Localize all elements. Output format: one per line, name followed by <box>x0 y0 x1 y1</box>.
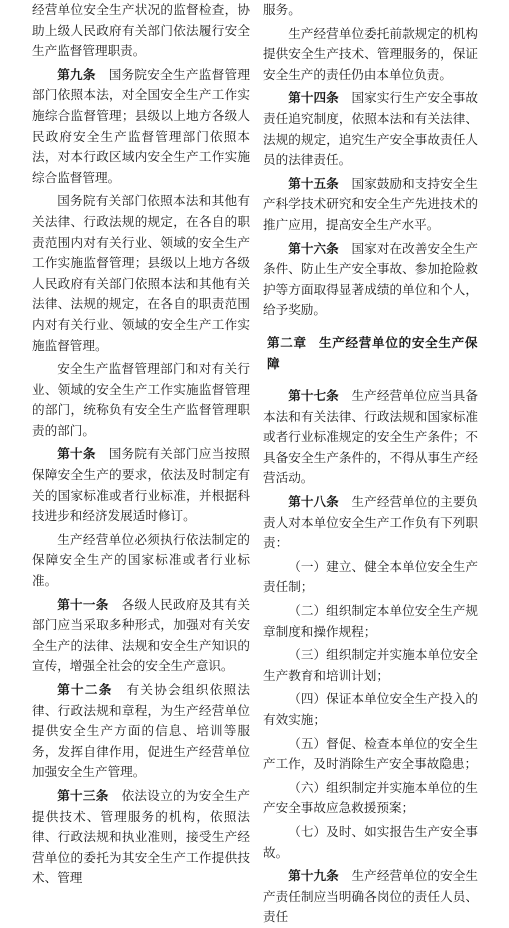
paragraph-text: 生产经营单位应当具备本法和有关法律、行政法规和国家标准或者行业标准规定的安全生产条件；不具备安全生产条件的，不得从事生产经营活动。 <box>263 388 479 486</box>
article-number: 第十三条 <box>57 787 109 803</box>
right-column-bottom <box>263 386 478 928</box>
article-number: 第十条 <box>57 446 96 462</box>
paragraph-text: （一）建立、健全本单位安全生产责任制； <box>263 558 478 595</box>
paragraph <box>263 239 478 321</box>
paragraph-text: （七）及时、如实报告生产安全事故。 <box>263 823 478 860</box>
article-number: 第十二条 <box>57 682 113 697</box>
paragraph-text: 生产经营单位委托前款规定的机构提供安全生产技术、管理服务的，保证安全生产的责任仍由本单位负责。 <box>263 25 478 82</box>
article-number: 第十一条 <box>57 596 109 612</box>
chapter-heading <box>263 333 478 374</box>
paragraph <box>263 734 478 775</box>
paragraph <box>32 0 250 62</box>
paragraph <box>32 786 250 889</box>
paragraph <box>263 0 478 21</box>
paragraph <box>32 65 250 189</box>
paragraph <box>32 595 250 677</box>
paragraph-text: 有关协会组织依照法律、行政法规和章程，为生产经营单位提供安全生产方面的信息、培训等服务，发挥自律作用，促进生产经营单位加强安全生产管理。 <box>32 682 251 780</box>
paragraph-text: 各级人民政府及其有关部门应当采取多种形式，加强对有关安全生产的法律、法规和安全生产知识的宣传，增强全社会的安全生产意识。 <box>32 596 251 674</box>
chapter-title: 生产经营单位的安全生产保障 <box>267 334 479 371</box>
paragraph <box>263 822 478 863</box>
article-number: 第十七条 <box>288 388 339 404</box>
paragraph-text: 安全生产监督管理部门和对有关行业、领域的安全生产工作实施监督管理的部门，统称负有安全生产监督管理职责的部门。 <box>32 361 250 438</box>
paragraph-text: 生产经营单位必须执行依法制定的保障安全生产的国家标准或者行业标准。 <box>32 531 250 589</box>
paragraph-text: 服务。 <box>263 2 301 17</box>
chapter-number: 第二章 <box>267 334 307 350</box>
article-number: 第十九条 <box>288 868 339 884</box>
paragraph-text: 生产经营单位的主要负责人对本单位安全生产工作负有下列职责： <box>263 494 479 551</box>
paragraph-text: （二）组织制定本单位安全生产规章制度和操作规程； <box>263 603 478 639</box>
paragraph-text: 国家鼓励和支持安全生产科学技术研究和安全生产先进技术的推广应用，提高安全生产水平。 <box>263 175 479 232</box>
article-number: 第十六条 <box>288 240 339 256</box>
paragraph <box>263 645 478 686</box>
article-number: 第十八条 <box>288 494 339 510</box>
paragraph <box>32 680 250 783</box>
paragraph-text: 国家对在改善安全生产条件、防止生产安全事故、参加抢险救护等方面取得显著成绩的单位和个人，给予奖励。 <box>263 240 479 318</box>
paragraph <box>263 601 478 642</box>
paragraph <box>263 24 478 86</box>
paragraph-text: 依法设立的为安全生产提供技术、管理服务的机构，依照法律、行政法规和执业准则，接受生产经营单位的委托为其安全生产工作提供技术、管理 <box>32 787 251 886</box>
paragraph-text: 国务院安全生产监督管理部门依照本法，对全国安全生产工作实施综合监督管理；县级以上地方各级人民政府安全生产监督管理部门依照本法，对本行政区域内安全生产工作实施综合监督管理。 <box>32 66 251 185</box>
paragraph <box>263 492 478 554</box>
paragraph <box>263 174 478 236</box>
paragraph-text: （四）保证本单位安全生产投入的有效实施； <box>263 691 478 727</box>
paragraph-text: 生产经营单位的安全生产责任制应当明确各岗位的责任人员、责任 <box>263 868 479 925</box>
paragraph <box>32 530 250 592</box>
paragraph <box>32 444 250 526</box>
paragraph <box>32 359 250 441</box>
article-number: 第十五条 <box>288 175 339 191</box>
article-number: 第十四条 <box>288 90 339 106</box>
paragraph-text: 国务院有关部门依照本法和其他有关法律、行政法规的规定，在各自的职责范围内对有关行业、领域的安全生产工作实施监督管理；县级以上地方各级人民政府有关部门依照本法和其他有关法律、法规的规定，在各自的职责范围内对有关行业、领域的安全生产工作实施监督管理。 <box>32 193 250 353</box>
paragraph-text: （六）组织制定并实施本单位的生产安全事故应急救援预案； <box>263 779 478 816</box>
paragraph-text: 经营单位安全生产状况的监督检查，协助上级人民政府有关部门依法履行安全生产监督管理职责。 <box>32 2 250 59</box>
paragraph <box>263 778 478 819</box>
right-column <box>263 0 478 928</box>
article-number: 第九条 <box>57 66 96 82</box>
left-column <box>32 0 250 889</box>
paragraph-text: 国家实行生产安全事故责任追究制度，依照本法和有关法律、法规的规定，追究生产安全事故责任人员的法律责任。 <box>263 90 479 168</box>
paragraph <box>263 557 478 598</box>
paragraph <box>263 386 478 489</box>
right-column-top <box>263 0 478 321</box>
paragraph <box>263 88 478 170</box>
paragraph <box>32 191 250 356</box>
paragraph-text: （三）组织制定并实施本单位安全生产教育和培训计划； <box>263 647 478 683</box>
paragraph <box>263 689 478 730</box>
paragraph-text: 国务院有关部门应当按照保障安全生产的要求，依法及时制定有关的国家标准或者行业标准，并根据科技进步和经济发展适时修订。 <box>32 446 251 524</box>
paragraph <box>263 866 478 928</box>
paragraph-text: （五）督促、检查本单位的安全生产工作，及时消除生产安全事故隐患； <box>263 735 478 772</box>
